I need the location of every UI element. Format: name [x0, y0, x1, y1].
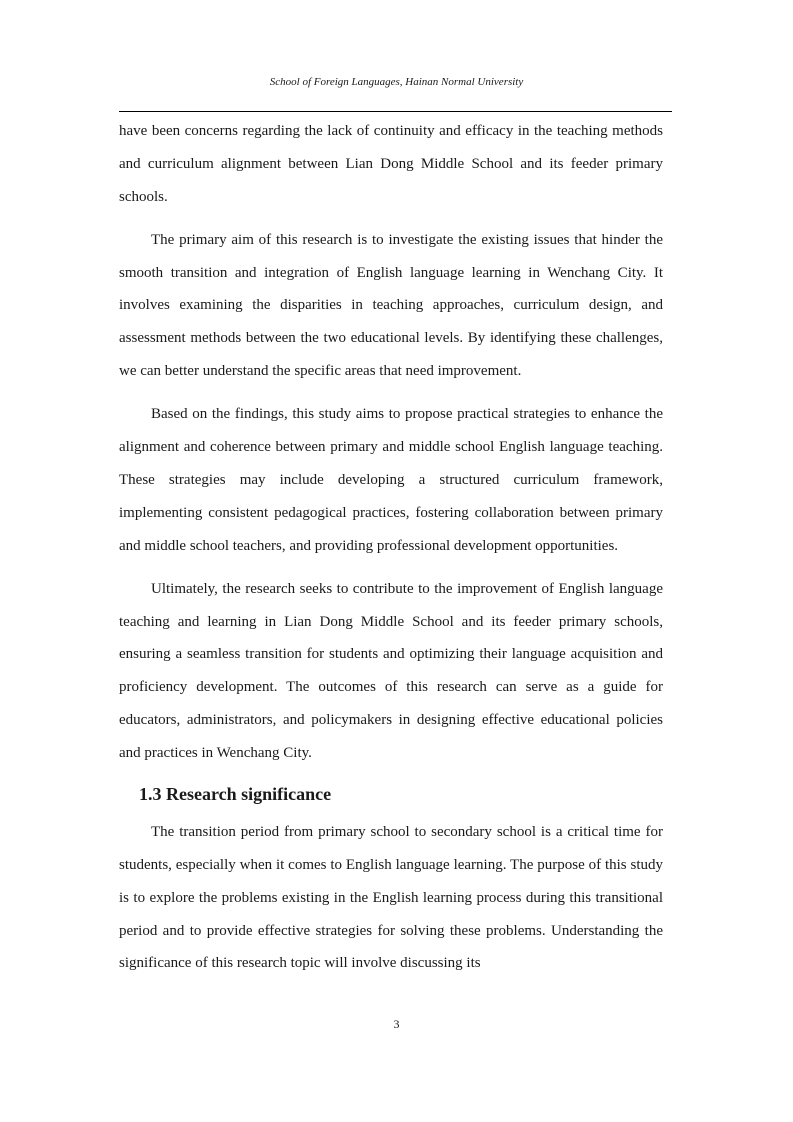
body-paragraph: Ultimately, the research seeks to contribute to the improvement of English language teaching and learning in Lian Dong Middle School and its feeder primary schools, ensuring a seamless transition for students and optimizing their language acquisition and proficiency development. The outcomes of this research can serve as a guide for educators, administrators, and policymakers in designing effective educational policies and practices in Wenchang City. — [119, 580, 663, 761]
body-paragraph: have been concerns regarding the lack of continuity and efficacy in the teaching methods and curriculum alignment between Lian Dong Middle School and its feeder primary schools. — [119, 123, 663, 205]
body-paragraph: The transition period from primary school to secondary school is a critical time for students, especially when it comes to English language learning. The purpose of this study is to explore the problems existing in the English learning process during this transitional period and to provide effective strategies for solving these problems. Understanding the significance of this research topic will involve discussing its — [119, 824, 663, 972]
body-paragraph: Based on the findings, this study aims to propose practical strategies to enhance the alignment and coherence between primary and middle school English language teaching. These strategies may include developing a structured curriculum framework, implementing consistent pedagogical practices, fostering collaboration between primary and middle school teachers, and providing professional development opportunities. — [119, 406, 663, 554]
section-heading: 1.3 Research significance — [139, 784, 332, 805]
body-paragraph: The primary aim of this research is to investigate the existing issues that hinder the smooth transition and integration of English language learning in Wenchang City. It involves examining the disparities in teaching approaches, curriculum design, and assessment methods between the two educational levels. By identifying these challenges, we can better understand the specific areas that need improvement. — [119, 231, 663, 380]
page-body — [119, 115, 663, 991]
page-number: 3 — [393, 1017, 400, 1031]
running-header: School of Foreign Languages, Hainan Normal University — [269, 76, 524, 88]
header-rule — [119, 111, 672, 112]
